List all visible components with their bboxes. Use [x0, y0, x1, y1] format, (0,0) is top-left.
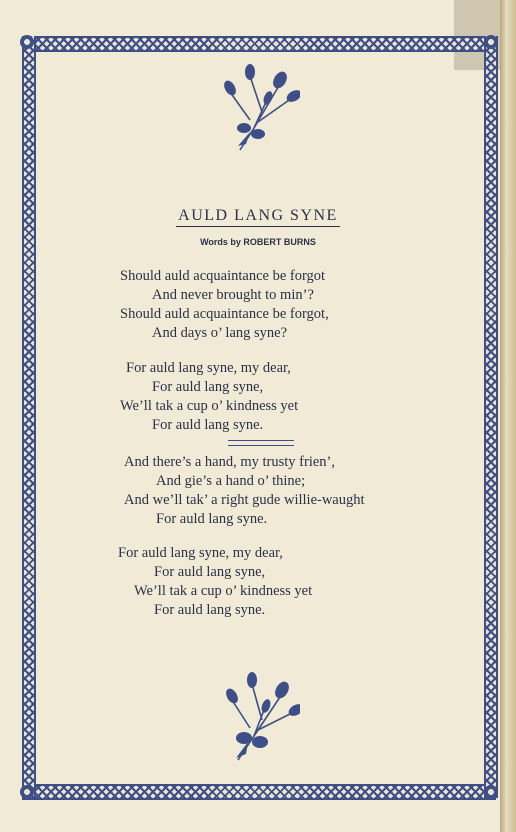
- flower-bouquet-icon: [220, 672, 300, 762]
- double-rule-divider: [228, 440, 294, 446]
- verse-line: Should auld acquaintance be forgot: [120, 268, 326, 284]
- chorus-1: [120, 359, 460, 435]
- verse-line: And we’ll tak’ a right gude willie-waught: [124, 492, 365, 508]
- chorus-2: [118, 544, 458, 620]
- verse-line: Should auld acquaintance be forgot,: [120, 306, 329, 322]
- verse-line: And gie’s a hand o’ thine;: [156, 473, 306, 489]
- verse-line: For auld lang syne.: [156, 511, 268, 527]
- flower-bouquet-icon: [220, 62, 300, 152]
- border-bottom: [22, 784, 496, 800]
- verse-line: For auld lang syne, my dear,: [118, 545, 283, 561]
- verse-line: For auld lang syne.: [154, 602, 266, 618]
- verse-line: And days o’ lang syne?: [152, 325, 288, 341]
- verse-line: And never brought to min’?: [152, 287, 314, 303]
- border-right: [484, 36, 498, 798]
- verse-line: For auld lang syne, my dear,: [126, 360, 291, 376]
- book-spine: [500, 0, 516, 832]
- verse-line: We’ll tak a cup o’ kindness yet: [134, 583, 313, 599]
- corner-ornament: [484, 785, 498, 799]
- border-left: [22, 36, 36, 798]
- border-top: [22, 36, 496, 52]
- corner-ornament: [20, 35, 34, 49]
- verse-2: [120, 453, 460, 529]
- corner-ornament: [484, 35, 498, 49]
- verse-line: And there’s a hand, my trusty frien’,: [124, 454, 336, 470]
- corner-ornament: [20, 785, 34, 799]
- verse-1: [120, 267, 460, 343]
- verse-line: We’ll tak a cup o’ kindness yet: [120, 398, 299, 414]
- verse-line: For auld lang syne,: [152, 379, 264, 395]
- author-byline: Words by ROBERT BURNS: [200, 237, 316, 247]
- verse-line: For auld lang syne,: [154, 564, 266, 580]
- song-title: AULD LANG SYNE: [0, 207, 516, 225]
- verse-line: For auld lang syne.: [152, 417, 264, 433]
